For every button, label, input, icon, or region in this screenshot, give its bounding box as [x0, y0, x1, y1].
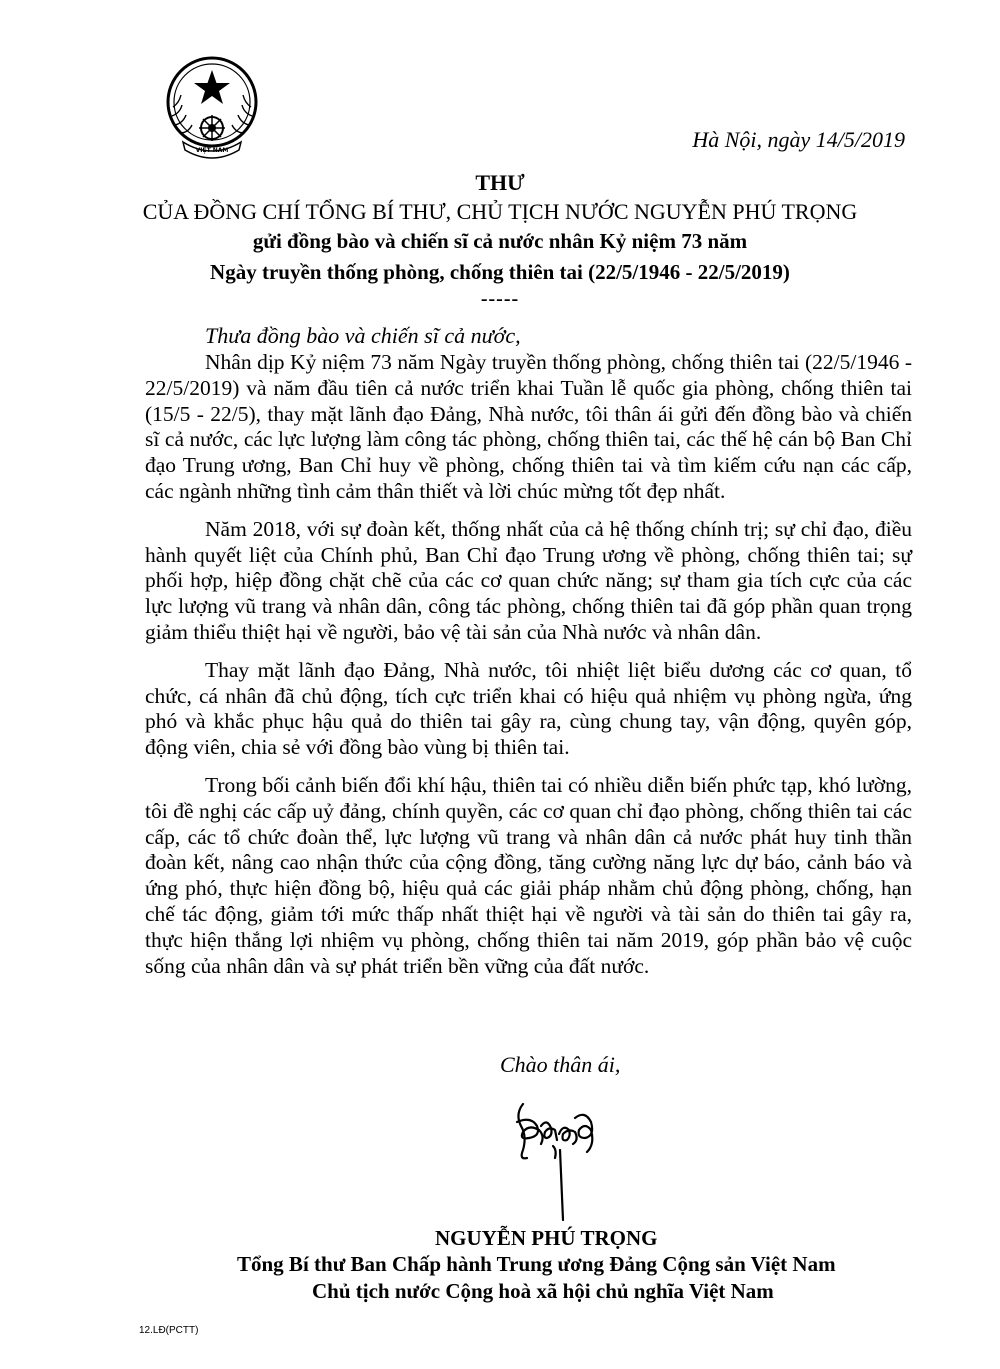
- letter-date: Hà Nội, ngày 14/5/2019: [692, 127, 905, 152]
- paragraph: Nhân dịp Kỷ niệm 73 năm Ngày truyền thống phòng, chống thiên tai (22/5/1946 - 22/5/2019) và năm đầu tiên cả nước triển khai Tuần lễ quốc gia phòng, chống thiên tai (15/5 - 22/5), thay mặt lãnh đạo Đảng, Nhà nước, tôi thân ái gửi đến đồng bào và chiến sĩ cả nước, các lực lượng làm công tác phòng, chống thiên tai, các thế hệ cán bộ Ban Chỉ đạo Trung ương, Ban Chỉ huy về phòng, chống thiên tai và tìm kiếm cứu nạn các cấp, các ngành những tình cảm thân thiết và lời chúc mừng tốt đẹp nhất.: [145, 350, 912, 503]
- national-emblem: [159, 52, 265, 166]
- salutation: Thưa đồng bào và chiến sĩ cả nước,: [205, 323, 521, 348]
- heading-divider: -----: [480, 288, 520, 310]
- emblem-lettering: VIỆT NAM: [195, 147, 229, 154]
- paragraph: Thay mặt lãnh đạo Đảng, Nhà nước, tôi nhiệt liệt biểu dương các cơ quan, tổ chức, cá nhân đã chủ động, tích cực triển khai có hiệu quả nhiệm vụ phòng ngừa, ứng phó và khắc phục hậu quả do thiên tai gây ra, cùng chung tay, vận động, quyên góp, động viên, chia sẻ với đồng bào vùng bị thiên tai.: [145, 657, 912, 760]
- letter-subtitle-line-3: Ngày truyền thống phòng, chống thiên tai (22/5/1946 - 22/5/2019): [210, 260, 790, 284]
- closing-greeting: Chào thân ái,: [500, 1052, 621, 1077]
- signatory-title-2: Chủ tịch nước Cộng hoà xã hội chủ nghĩa Việt Nam: [312, 1279, 774, 1303]
- signatory-title-1: Tổng Bí thư Ban Chấp hành Trung ương Đảng Cộng sản Việt Nam: [237, 1252, 836, 1276]
- document-code: 12.LĐ(PCTT): [139, 1325, 199, 1336]
- paragraph: Trong bối cảnh biến đổi khí hậu, thiên tai có nhiều diễn biến phức tạp, khó lường, tôi đề nghị các cấp uỷ đảng, chính quyền, các cơ quan chỉ đạo phòng, chống thiên tai các cấp, các tổ chức đoàn thể, lực lượng vũ trang và nhân dân cả nước phát huy tinh thần đoàn kết, nâng cao nhận thức của cộng đồng, tăng cường năng lực dự báo, cảnh báo và ứng phó, thực hiện đồng bộ, hiệu quả các giải pháp nhằm chủ động phòng, chống, hạn chế tác động, giảm tới mức thấp nhất thiệt hại về người và tài sản do thiên tai gây ra, thực hiện thắng lợi nhiệm vụ phòng, chống thiên tai năm 2019, góp phần bảo vệ cuộc sống của nhân dân và sự phát triển bền vững của đất nước.: [145, 772, 912, 978]
- emblem-icon: [159, 52, 265, 166]
- letter-subtitle-line-2: gửi đồng bào và chiến sĩ cả nước nhân Kỷ niệm 73 năm: [252, 229, 748, 253]
- handwritten-signature: [505, 1082, 610, 1222]
- signatory-name: NGUYỄN PHÚ TRỌNG: [435, 1226, 658, 1250]
- signature-icon: [505, 1082, 610, 1222]
- letter-title: THƯ: [475, 170, 525, 195]
- letter-body: [145, 350, 912, 991]
- letter-subtitle: CỦA ĐỒNG CHÍ TỔNG BÍ THƯ, CHỦ TỊCH NƯỚC NGUYỄN PHÚ TRỌNG: [142, 199, 858, 224]
- paragraph: Năm 2018, với sự đoàn kết, thống nhất của cả hệ thống chính trị; sự chỉ đạo, điều hành quyết liệt của Chính phủ, Ban Chỉ đạo Trung ương về phòng, chống thiên tai; sự phối hợp, hiệp đồng chặt chẽ của các cơ quan chức năng; sự tham gia tích cực của các lực lượng vũ trang và nhân dân, công tác phòng, chống thiên tai đã góp phần quan trọng giảm thiểu thiệt hại về người, bảo vệ tài sản của Nhà nước và nhân dân.: [145, 516, 912, 644]
